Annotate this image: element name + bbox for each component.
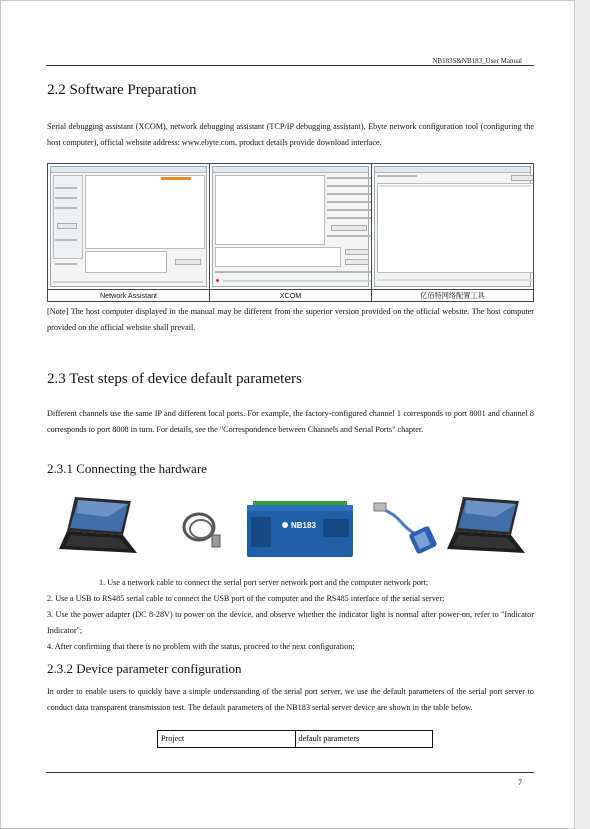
default-params-paragraph: In order to enable users to quickly have a simple understanding of the serial port server, we use the default parameters of the serial port server to conduct data transparent transmission test. The default parameters of the NB183 serial server device are shown in the table below. <box>47 687 534 712</box>
channels-paragraph: Different channels use the same IP and different local ports. For example, the factory-configured channel 1 corresponds to port 8001 and channel 8 corresponds to port 8008 in turn. For details, see the "Correspondence between Channels and Serial Ports" chapter. <box>47 409 534 434</box>
caption-ebyte-config-tool: 亿佰特网络配置工具 <box>420 291 485 300</box>
caption-network-assistant: Network Assistant <box>48 290 210 301</box>
step-item: 3. Use the power adapter (DC 8-28V) to power on the device, and observe whether the indicator light is normal after power-on, refer to "Indicator Indicator"; <box>47 610 534 635</box>
network-assistant-screenshot <box>48 164 210 289</box>
right-laptop-image <box>445 495 529 563</box>
footer-divider <box>46 772 534 773</box>
step-item: 4. After confirming that there is no problem with the status, proceed to the next configuration; <box>47 642 355 651</box>
hardware-connection-illustration <box>47 491 534 569</box>
caption-xcom: XCOM <box>210 290 372 301</box>
running-header: NB183S&NB183_User Manual <box>432 57 522 65</box>
left-laptop-image <box>57 495 141 563</box>
section-heading-2-3: 2.3 Test steps of device default parameters <box>47 371 302 387</box>
step-item: 2. Use a USB to RS485 serial cable to connect the USB port of the computer and the RS485 interface of the serial server; <box>47 594 445 603</box>
page-number: 7 <box>518 778 522 787</box>
nb183-device-image <box>245 497 355 561</box>
usb-rs485-cable-image <box>372 501 442 559</box>
xcom-screenshot <box>210 164 372 289</box>
note-paragraph: [Note] The host computer displayed in the manual may be different from the superior version provided on the official website. The host computer provided on the official website shall prevail. <box>47 307 534 332</box>
ebyte-config-tool-screenshot <box>372 164 533 289</box>
step-item: 1. Use a network cable to connect the serial port server network port and the computer network port; <box>99 578 429 587</box>
software-screenshot-table <box>47 163 534 302</box>
table-header-default-parameters: default parameters <box>298 734 360 743</box>
section-heading-2-2: 2.2 Software Preparation <box>47 82 197 98</box>
section-heading-2-3-1: 2.3.1 Connecting the hardware <box>47 461 207 476</box>
table-header-project: Project <box>158 731 296 747</box>
header-divider <box>46 65 534 66</box>
software-intro-paragraph: Serial debugging assistant (XCOM), network debugging assistant (TCP/IP debugging assistant), Ebyte network configuration tool (configuring the host computer), official website address: www.ebyte.com, product details provide download interface. <box>47 122 534 147</box>
network-cable-image <box>179 505 227 553</box>
hardware-steps-list <box>47 575 534 655</box>
default-params-table <box>157 730 433 748</box>
section-heading-2-3-2: 2.3.2 Device parameter configuration <box>47 661 242 676</box>
device-model-label: NB183 <box>291 521 316 530</box>
